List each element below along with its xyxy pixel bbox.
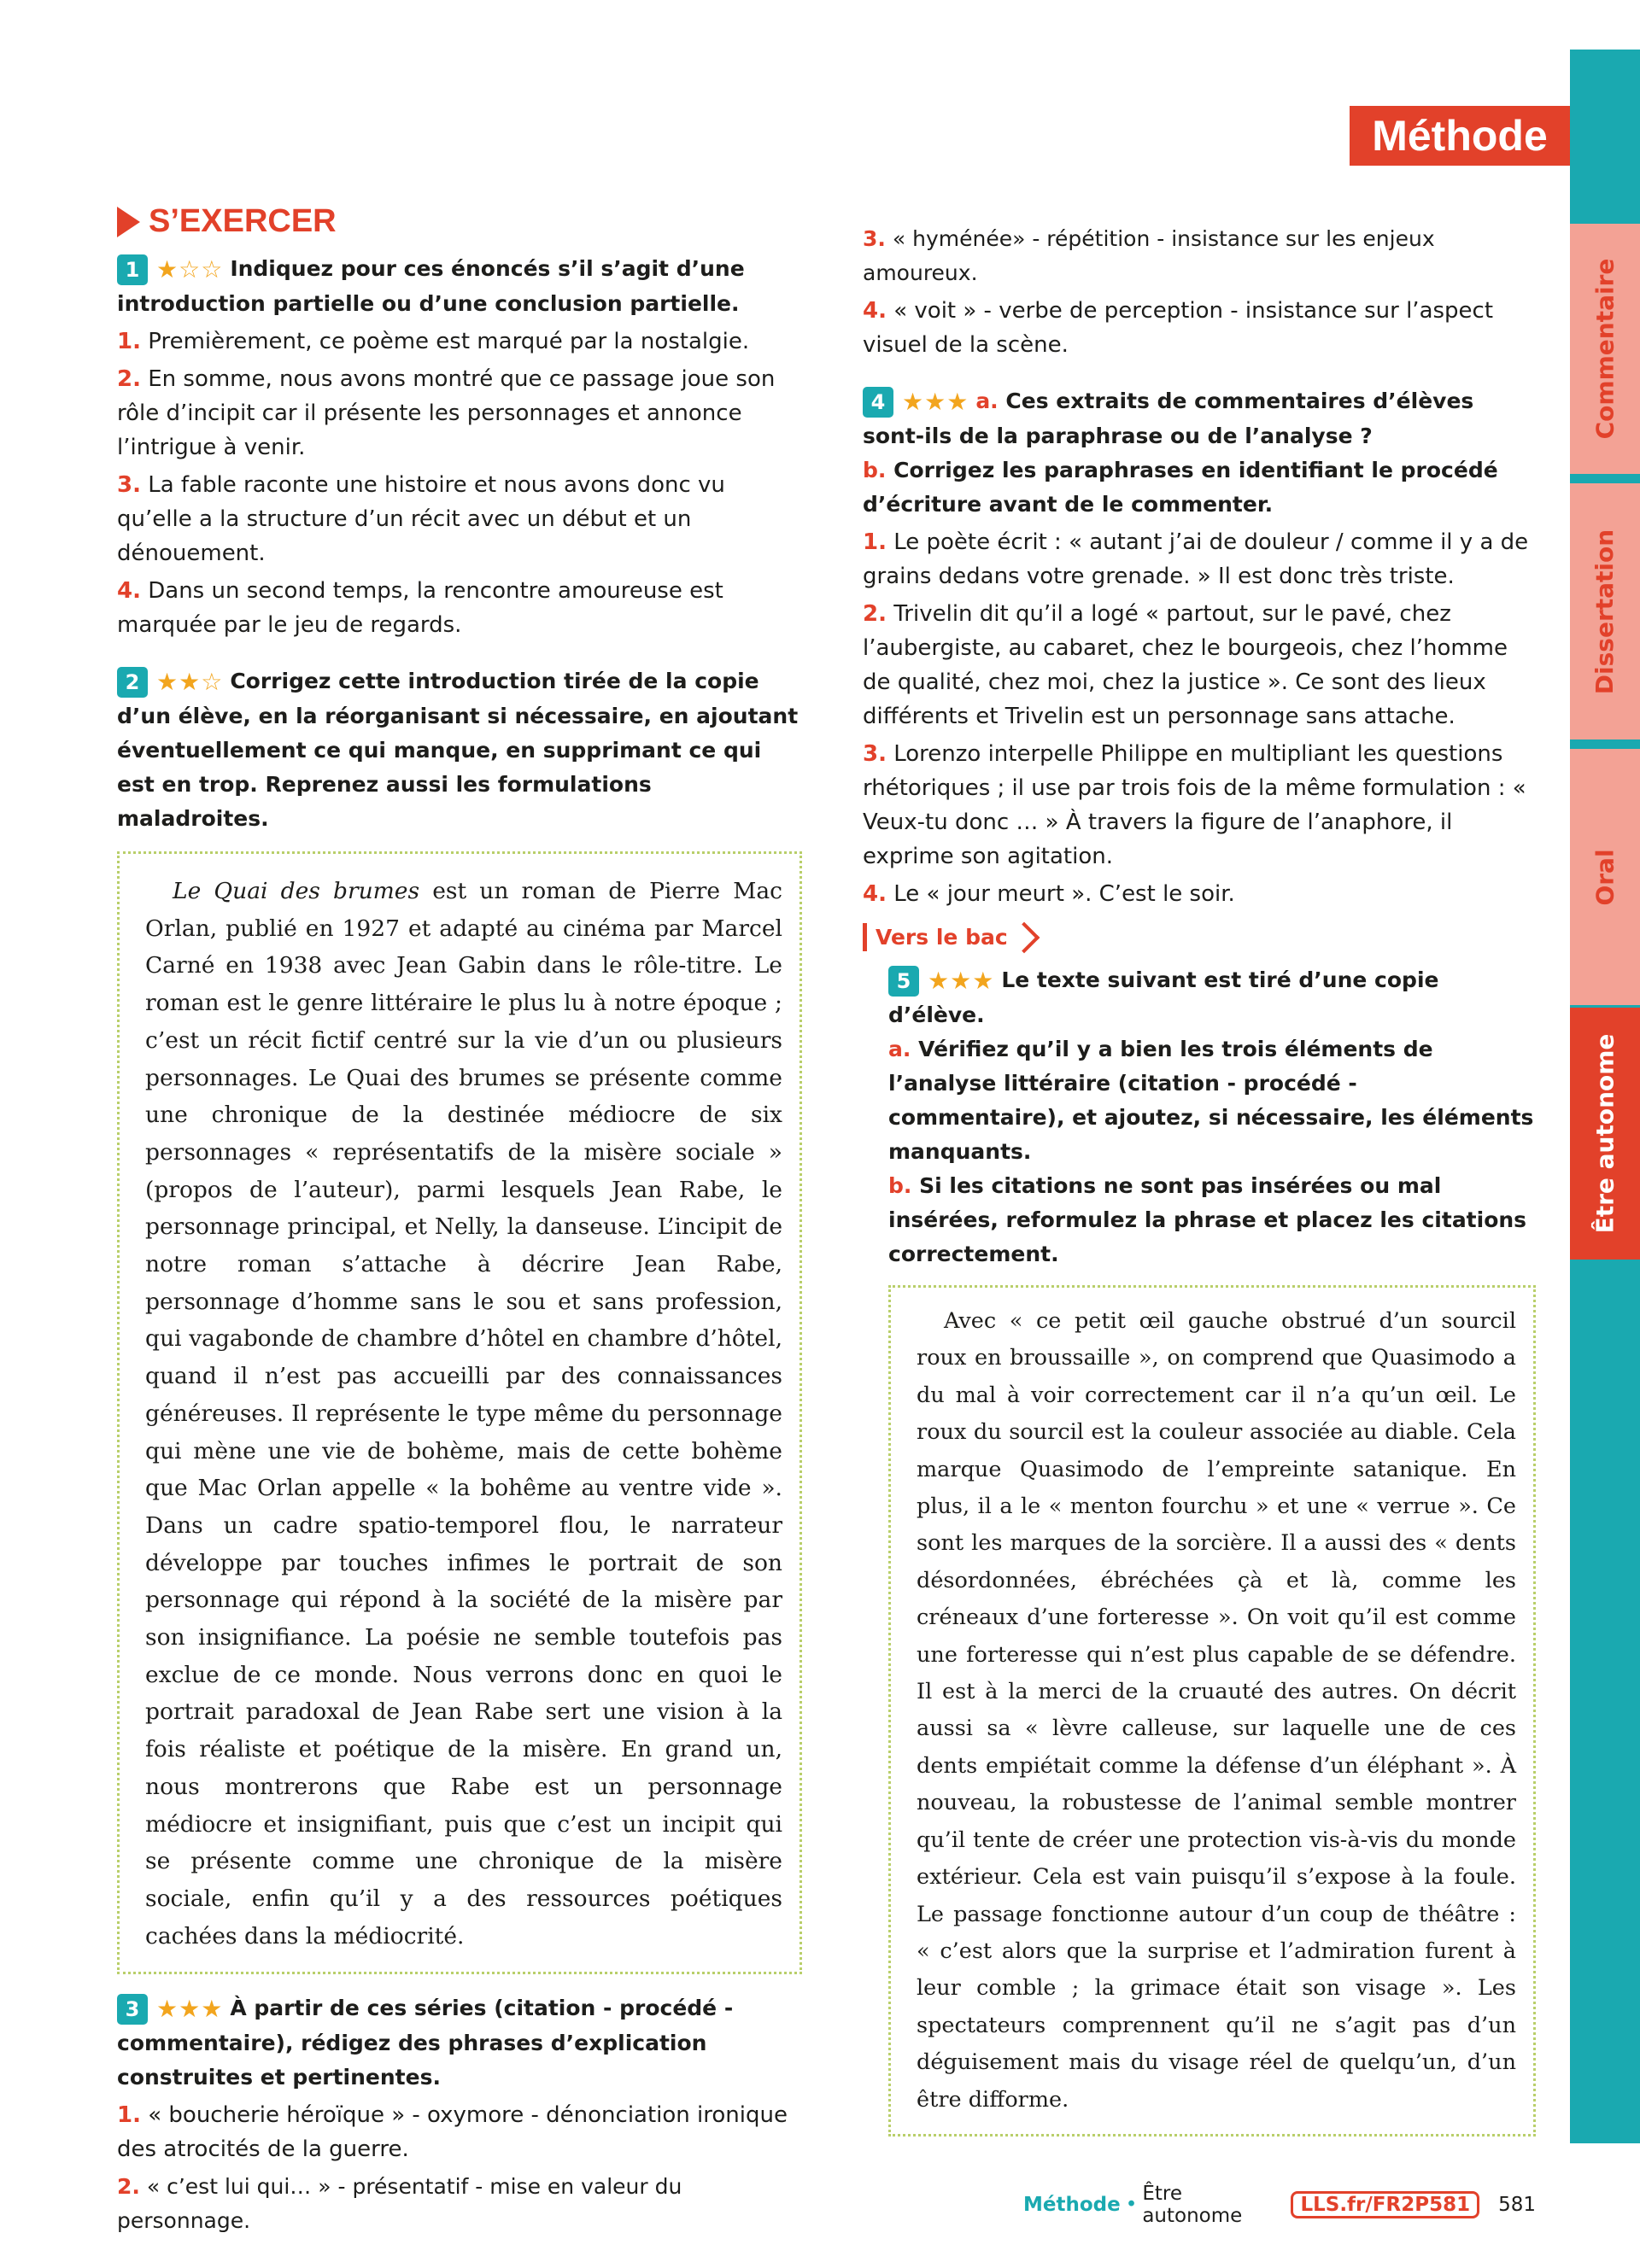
difficulty-stars-icon: ★★★	[928, 967, 995, 995]
section-title: S’EXERCER	[149, 203, 337, 239]
section-heading	[117, 203, 802, 240]
right-column	[863, 219, 1536, 2136]
list-item: 4. Le « jour meurt ». C’est le soir.	[863, 881, 1235, 907]
list-item: 2. « c’est lui qui… » - présentatif - mise en valeur du personnage.	[117, 2174, 682, 2234]
difficulty-stars-icon: ★★★	[902, 388, 969, 416]
difficulty-stars-icon: ★☆☆	[156, 255, 224, 284]
triangle-icon	[117, 207, 140, 237]
exercise-2-text-box	[117, 851, 802, 1974]
exercise-2-instruction: 2 ★★☆ Corrigez cette introduction tirée de la copie d’un élève, en la réorganisant si nécessaire, en ajoutant éventuellement ce qui manque, en supprimant ce qui est en trop. Reprenez aussi les formulations maladroites.	[117, 668, 799, 831]
exercise-1-instruction: 1 ★☆☆ Indiquez pour ces énoncés s’il s’agit d’une introduction partielle ou d’une conclusion partielle.	[117, 255, 745, 316]
student-introduction-text: Le Quai des brumes est un roman de Pierre Mac Orlan, publié en 1927 et adapté au cinéma par Marcel Carné en 1938 avec Jean Gabin dans le rôle-titre. Le roman est le genre littéraire le plus lu à notre époque ; c’est un récit fictif centré sur la vie d’un ou plusieurs personnages. Le Quai des brumes se présente comme une chronique de la destinée médiocre de six personnages « représentatifs de la misère sociale » (propos de l’auteur), parmi lesquels Jean Rabe, le personnage principal, et Nelly, la danseuse. L’incipit de notre roman s’attache à décrire Jean Rabe, personnage d’homme sans le sou et sans profession, qui vagabonde de chambre d’hôtel en chambre d’hôtel, quand il n’est pas accueilli par des connaissances généreuses. Il représente le type même du personnage qui mène une vie de bohème, mais de cette bohème que Mac Orlan appelle « la bohême au ventre vide ». Dans un cadre spatio-temporel flou, le narrateur développe par touches infimes le portrait de son personnage qui répond à la société de la misère par son insignifiance. La poésie ne semble toutefois pas exclue de ce monde. Nous verrons donc en quoi le portrait paradoxal de Jean Rabe sert une vision à la fois réaliste et poétique de la misère. En grand un, nous montrerons que Rabe est un personnage médiocre et insignifiant, puis que c’est un incipit qui se présente comme une chronique de la misère sociale, enfin qu’il y a des ressources poétiques cachées dans la médiocrité.	[145, 878, 782, 1949]
list-item: 3. « hyménée» - répétition - insistance sur les enjeux amoureux.	[863, 226, 1435, 285]
exercise-5-text-box	[888, 1285, 1536, 2136]
left-column	[117, 203, 802, 2242]
exercise-number-badge: 4	[863, 387, 893, 418]
list-item: 3. La fable raconte une histoire et nous avons donc vu qu’elle a la structure d’un récit avec un début et un dénouement.	[117, 472, 725, 566]
exercise-3-instruction: 3 ★★★ À partir de ces séries (citation - procédé - commentaire), rédigez des phrases d’explication construites et pertinentes.	[117, 1995, 734, 2090]
vers-le-bac-label: Vers le bac	[863, 923, 1035, 951]
footer-subsection: Être autonome	[1142, 2183, 1243, 2227]
list-item: 1. « boucherie héroïque » - oxymore - dénonciation ironique des atrocités de la guerre.	[117, 2102, 788, 2163]
page-footer: Méthode • Être autonome LLS.fr/FR2P581 581	[1023, 2183, 1536, 2227]
tab-commentaire[interactable]: Commentaire	[1570, 224, 1640, 474]
tab-etre-autonome[interactable]: Être autonome	[1570, 1008, 1640, 1260]
list-item: 1. Le poète écrit : « autant j’ai de douleur / comme il y a de grains dedans votre grenade. » Il est donc très triste.	[863, 529, 1529, 589]
page-number: 581	[1498, 2194, 1536, 2216]
exercise-4-instruction: 4 ★★★ a. Ces extraits de commentaires d’élèves sont-ils de la paraphrase ou de l’analyse ? b. Corrigez les paraphrases en identifiant le procédé d’écriture avant de le commenter.	[863, 388, 1498, 517]
exercise-number-badge: 2	[117, 667, 148, 698]
exercise-number-badge: 3	[117, 1994, 148, 2025]
list-item: 1. Premièrement, ce poème est marqué par la nostalgie.	[117, 329, 750, 354]
list-item: 2. Trivelin dit qu’il a logé « partout, sur le pavé, chez l’aubergiste, au cabaret, chez le bourgeois, chez l’homme de qualité, chez moi, chez la justice ». Ce sont des lieux différents et Trivelin est un personnage sans attache.	[863, 601, 1508, 729]
list-item: 4. « voit » - verbe de perception - insistance sur l’aspect visuel de la scène.	[863, 298, 1494, 358]
list-item: 3. Lorenzo interpelle Philippe en multipliant les questions rhétoriques ; il use par trois fois de la même formulation : « Veux-tu donc … » À travers la figure de l’anaphore, il exprime son agitation.	[863, 741, 1526, 869]
lls-link[interactable]: LLS.fr/FR2P581	[1291, 2191, 1479, 2218]
tab-oral[interactable]: Oral	[1570, 749, 1640, 1005]
difficulty-stars-icon: ★★★	[156, 1995, 224, 2024]
difficulty-stars-icon: ★★☆	[156, 668, 224, 696]
list-item: 2. En somme, nous avons montré que ce passage joue son rôle d’incipit car il présente les personnages et annonce l’intrigue à venir.	[117, 366, 776, 460]
footer-section: Méthode	[1023, 2194, 1121, 2216]
exercise-number-badge: 1	[117, 254, 148, 285]
exercise-5-instruction: 5 ★★★ Le texte suivant est tiré d’une copie d’élève. a. Vérifiez qu’il y a bien les trois éléments de l’analyse littéraire (citation - procédé - commentaire), et ajoutez, si nécessaire, les éléments manquants. b. Si les citations ne sont pas insérées ou mal insérées, reformulez la phrase et placez les citations correctement.	[888, 967, 1534, 1266]
student-copy-text: Avec « ce petit œil gauche obstrué d’un sourcil roux en broussaille », on comprend que Quasimodo a du mal à voir correctement car il n’a qu’un œil. Le roux du sourcil est la couleur associée au diable. Cela marque Quasimodo de l’empreinte satanique. En plus, il a le « menton fourchu » et une « verrue ». Ce sont les marques de la sorcière. Il a aussi des « dents désordonnées, ébréchées çà et là, comme les créneaux d’une forteresse ». On voit qu’il est comme une forteresse qui n’est plus capable de se défendre. Il est à la merci de la cruauté des autres. On décrit aussi sa « lèvre calleuse, sur laquelle une de ces dents empiétait comme la défense d’un éléphant ». À nouveau, la robustesse de l’animal semble montrer qu’il tente de créer une protection vis-à-vis du monde extérieur. Cela est vain puisqu’il s’expose à la foule. Le passage fonctionne autour d’un coup de théâtre : « c’est alors que la surprise et l’admiration furent à leur comble ; la grimace était son visage ». Les spectateurs comprennent qu’il ne s’agit pas d’un déguisement mais du visage réel de quelqu’un, d’un être difforme.	[917, 1308, 1516, 2113]
tab-dissertation[interactable]: Dissertation	[1570, 483, 1640, 739]
list-item: 4. Dans un second temps, la rencontre amoureuse est marquée par le jeu de regards.	[117, 578, 723, 638]
exercise-number-badge: 5	[888, 966, 919, 997]
methode-banner: Méthode	[1350, 106, 1570, 166]
